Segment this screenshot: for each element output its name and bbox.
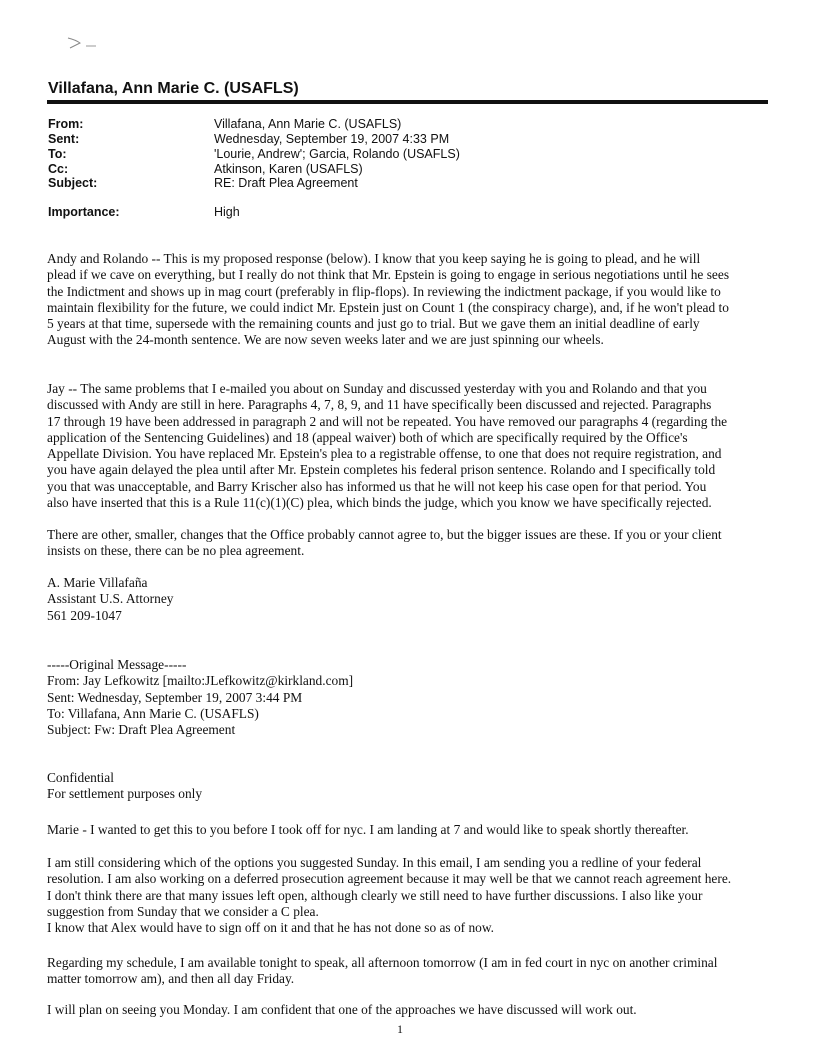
text-line: 5 years at that time, supersede with the remaining counts and just go to trial. But we gave them an initial deadline of early [47,316,700,332]
text-line: August with the 24-month sentence. We are now seven weeks later and we are just spinning our wheels. [47,332,604,348]
text-line: Confidential [47,770,114,785]
original-sent: Sent: Wednesday, September 19, 2007 3:44 PM [47,689,303,705]
page-number: 1 [397,1022,403,1036]
text-line: suggestion from Sunday that we consider a C plea. [47,903,319,919]
original-paragraph-3 [47,955,765,988]
original-message-header [47,657,765,738]
text-line: you have again delayed the plea until after Mr. Epstein completes his federal prison sentence. Rolando and I specifically told [47,462,716,478]
text-line: 17 through 19 have been addressed in paragraph 2 and will not be repeated. You have removed our paragraphs 4 (regarding the [47,413,728,429]
text-line: Jay -- The same problems that I e-mailed you about on Sunday and discussed yesterday with you and Rolando and that you [47,381,707,396]
original-message-divider: -----Original Message----- [47,657,187,672]
text-line: For settlement purposes only [47,786,203,802]
to-label: To: [48,147,67,161]
text-line: the Indictment and shows up in mag court (preferably in flip-flops). In reviewing the indictment package, if you would like to [47,283,721,299]
text-line: Andy and Rolando -- This is my proposed response (below). I know that you keep saying he is going to plead, and he will [47,251,701,266]
original-paragraph-1 [47,822,765,838]
signature-block [47,575,765,624]
text-line: discussed with Andy are still in here. Paragraphs 4, 7, 8, 9, and 11 have specifically been discussed and rejected. Paragraphs [47,397,712,413]
confidential-notice [47,770,765,803]
text-line: I am still considering which of the options you suggested Sunday. In this email, I am sending you a redline of your federal [47,855,702,870]
importance-label: Importance: [48,205,120,219]
body-paragraph-1 [47,251,765,349]
to-value: 'Lourie, Andrew'; Garcia, Rolando (USAFLS) [214,147,460,161]
cc-label: Cc: [48,162,69,176]
document-title: Villafana, Ann Marie C. (USAFLS) [48,80,299,97]
text-line: application of the Sentencing Guidelines) and 18 (appeal waiver) both of which are specifically required by the Office's [47,429,688,445]
original-paragraph-4 [47,1002,765,1018]
text-line: you that was unacceptable, and Barry Krischer also has informed us that he will not keep his case open for that period. You [47,478,707,494]
body-paragraph-2 [47,381,765,511]
signature-phone: 561 209-1047 [47,607,122,623]
text-line: insists on these, there can be no plea agreement. [47,543,305,559]
text-line: I know that Alex would have to sign off on it and that he has not done so as of now. [47,920,495,936]
text-line: Regarding my schedule, I am available tonight to speak, all afternoon tomorrow (I am in fed court in nyc on another criminal [47,955,718,970]
subject-label: Subject: [48,176,98,190]
text-line: Appellate Division. You have replaced Mr. Epstein's plea to a registrable offense, to one that does not require registration, and [47,446,722,462]
sent-value: Wednesday, September 19, 2007 4:33 PM [214,132,450,146]
title-divider [47,100,768,104]
text-line: There are other, smaller, changes that the Office probably cannot agree to, but the bigger issues are these. If you or your client [47,527,722,542]
text-line: matter tomorrow am), and then all day Friday. [47,971,295,987]
from-value: Villafana, Ann Marie C. (USAFLS) [214,117,402,131]
body-paragraph-3 [47,527,765,560]
handwritten-mark-icon [66,34,106,52]
original-from: From: Jay Lefkowitz [mailto:JLefkowitz@kirkland.com] [47,673,354,689]
text-line: Marie - I wanted to get this to you before I took off for nyc. I am landing at 7 and would like to speak shortly thereafter. [47,822,689,837]
importance-value: High [214,205,240,219]
original-paragraph-2 [47,855,765,936]
signature-title: Assistant U.S. Attorney [47,591,174,607]
text-line: resolution. I am also working on a deferred prosecution agreement because it may well be that we cannot reach agreement here. [47,871,732,887]
original-subject: Subject: Fw: Draft Plea Agreement [47,722,236,738]
text-line: plead if we cave on everything, but I really do not think that Mr. Epstein is going to engage in serious negotiations until he sees [47,267,730,283]
signature-name: A. Marie Villafaña [47,575,148,590]
text-line: I will plan on seeing you Monday. I am confident that one of the approaches we have discussed will work out. [47,1002,637,1017]
sent-label: Sent: [48,132,80,146]
text-line: also have inserted that this is a Rule 11(c)(1)(C) plea, which binds the judge, which you know we have specifically rejected. [47,495,712,511]
from-label: From: [48,117,84,131]
text-line: I don't think there are that many issues left open, although clearly we still need to have further discussions. I also like your [47,887,703,903]
original-to: To: Villafana, Ann Marie C. (USAFLS) [47,705,259,721]
subject-value: RE: Draft Plea Agreement [214,176,358,190]
text-line: maintain flexibility for the future, we could indict Mr. Epstein just on Count 1 (the conspiracy charge), and, if he won't plead to [47,299,729,315]
cc-value: Atkinson, Karen (USAFLS) [214,162,363,176]
